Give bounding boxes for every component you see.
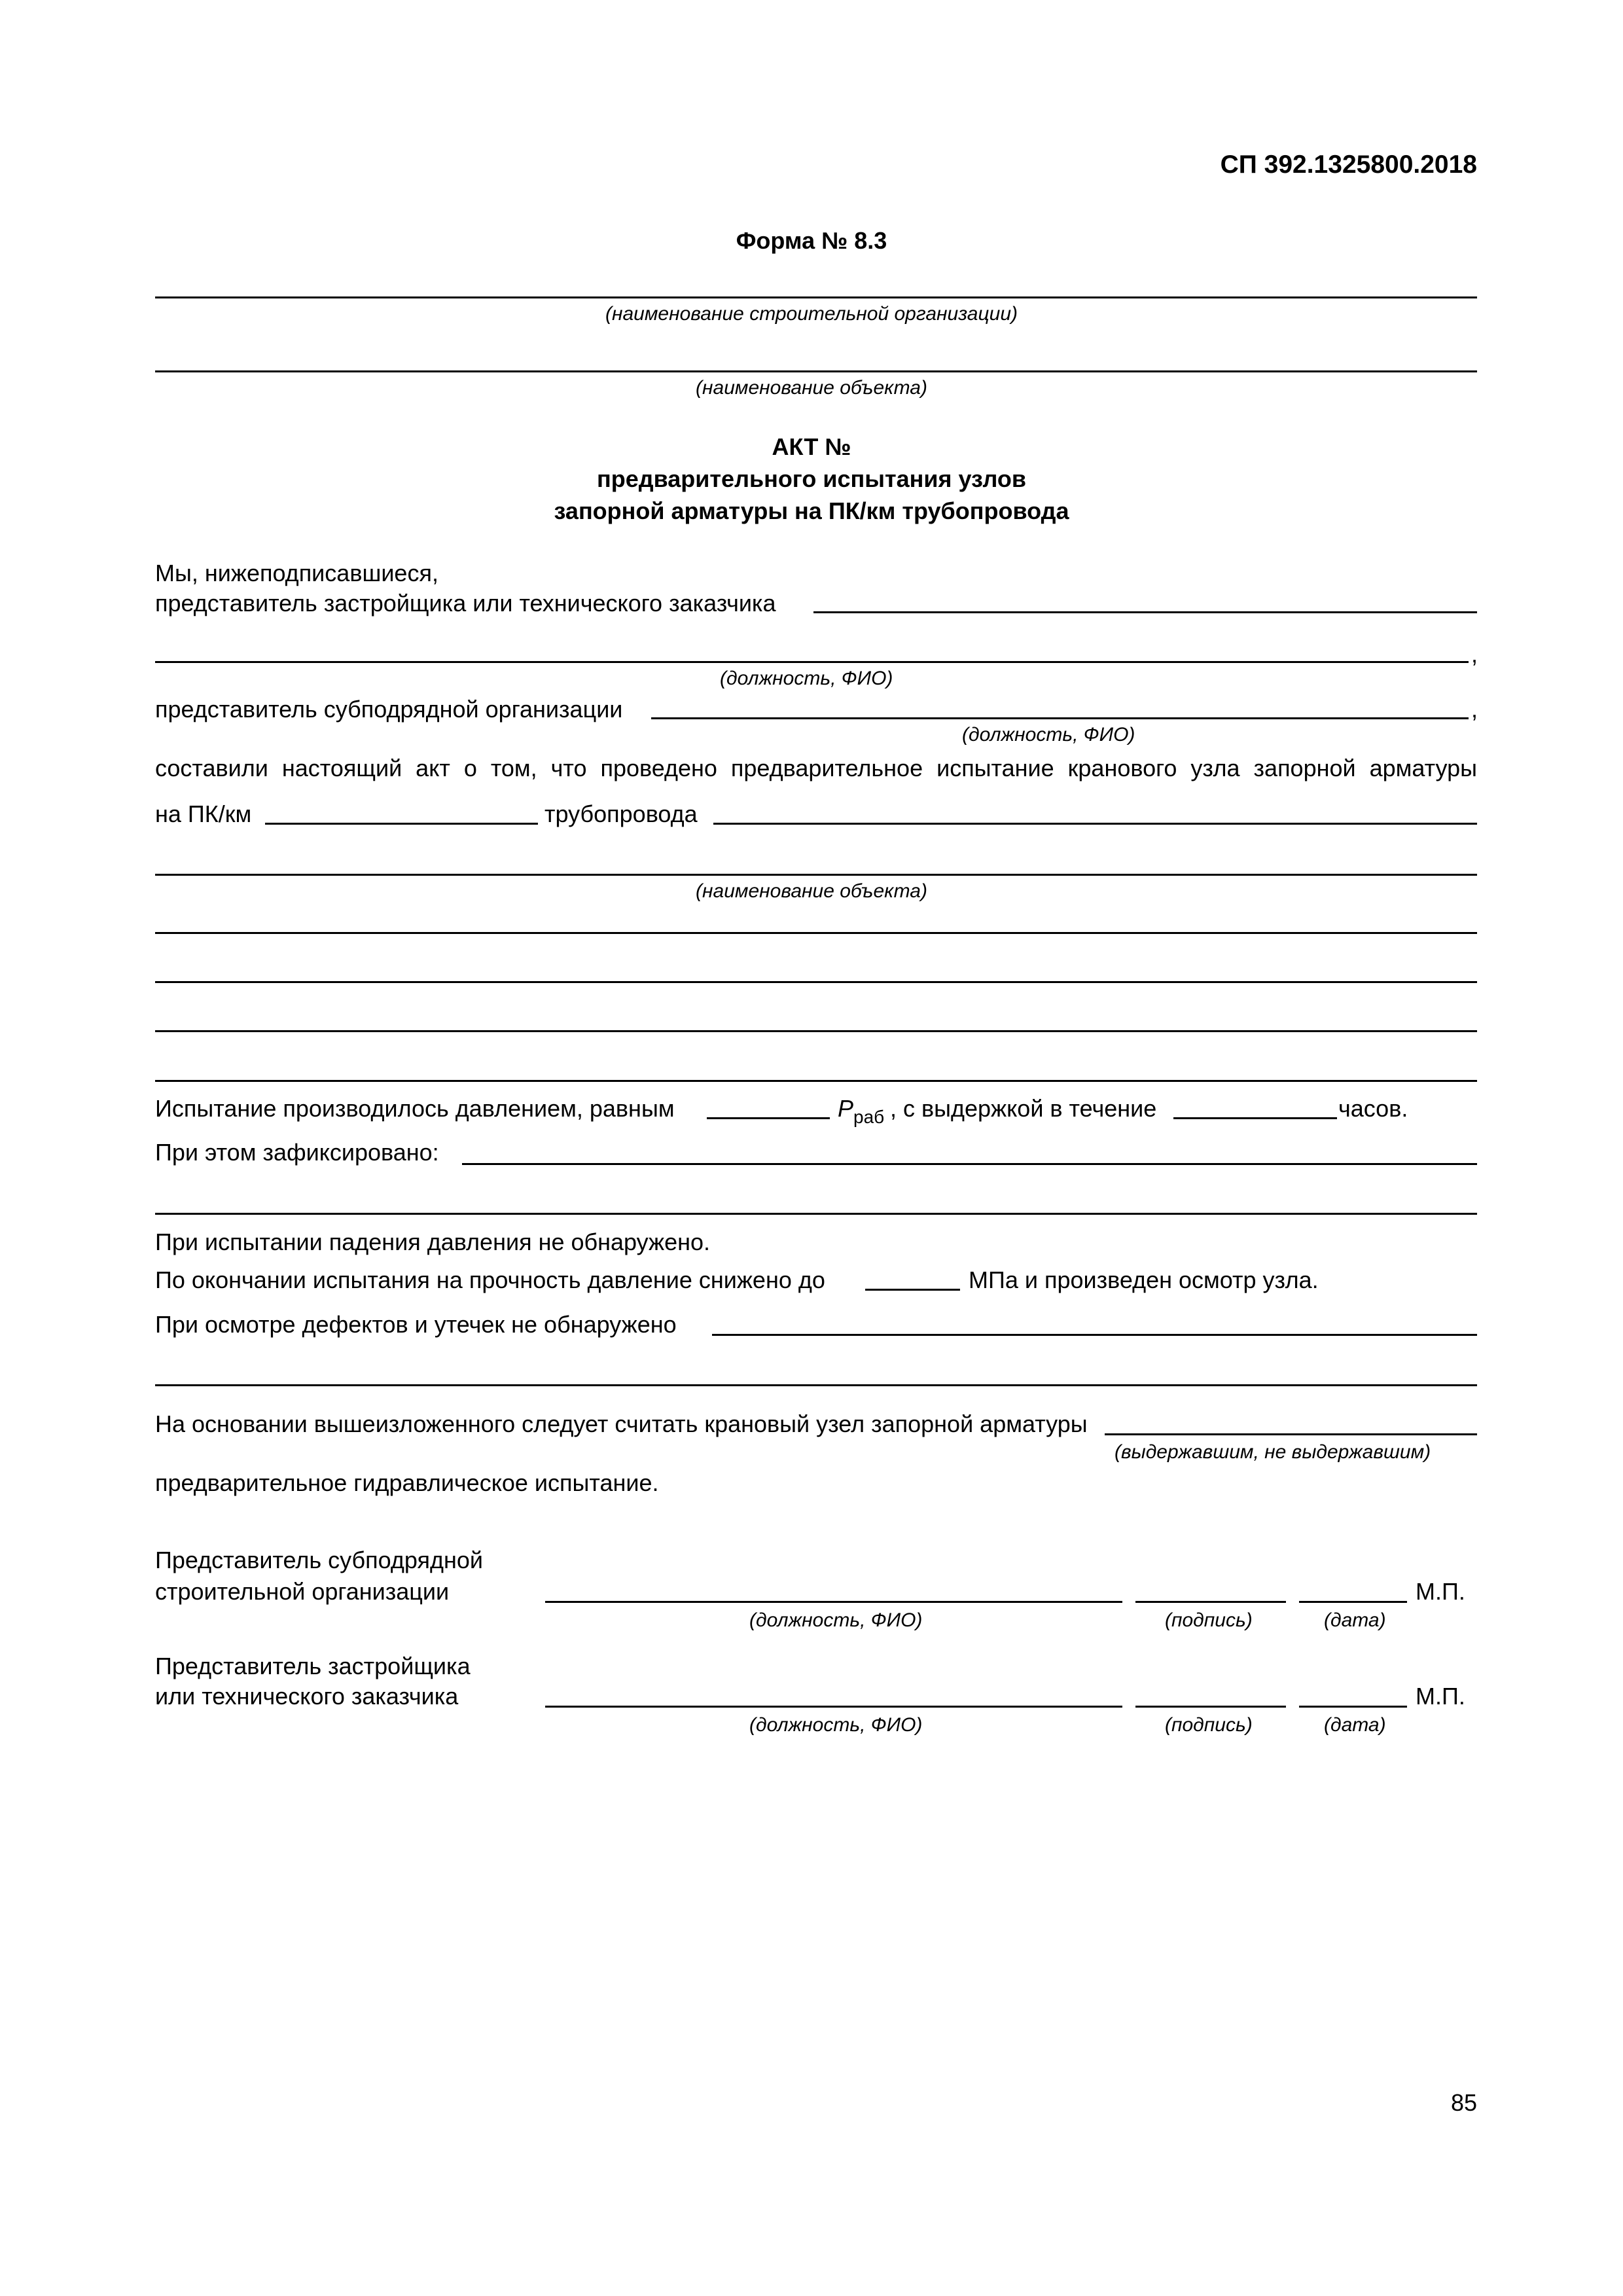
blank-line-2[interactable] — [155, 981, 1477, 983]
subcontractor-sign-label-2: строительной организации — [155, 1578, 450, 1605]
p-letter: P — [838, 1095, 854, 1122]
no-defects-field-2[interactable] — [155, 1384, 1477, 1386]
date-caption-1: (дата) — [1324, 1609, 1386, 1631]
developer-position-field[interactable] — [545, 1706, 1122, 1708]
form-number: Форма № 8.3 — [736, 227, 887, 254]
pipeline-field[interactable] — [713, 823, 1477, 825]
blank-line-1[interactable] — [155, 932, 1477, 934]
signature-caption-1: (подпись) — [1165, 1609, 1253, 1631]
developer-rep-field-2[interactable] — [155, 661, 1469, 663]
conclusion-field[interactable] — [1105, 1433, 1477, 1435]
recorded-field[interactable] — [462, 1163, 1477, 1165]
act-title: АКТ № — [772, 433, 851, 460]
organization-line[interactable] — [155, 296, 1477, 298]
pk-km-field[interactable] — [265, 823, 538, 825]
signature-caption-2: (подпись) — [1165, 1714, 1253, 1736]
pipeline-label: трубопровода — [544, 800, 698, 827]
subcontractor-date-field[interactable] — [1299, 1601, 1407, 1603]
p-work-symbol — [838, 1095, 885, 1127]
pressure-reduced-field[interactable] — [865, 1289, 960, 1291]
act-statement: составили настоящий акт о том, что проведено предварительное испытание кранового узла запорной арматуры — [155, 755, 1477, 781]
developer-rep-field[interactable] — [813, 611, 1477, 613]
recorded-label: При этом зафиксировано: — [155, 1139, 439, 1166]
passed-caption: (выдержавшим, не выдержавшим) — [1115, 1441, 1431, 1463]
subcontractor-rep-label: представитель субподрядной организации — [155, 696, 623, 723]
position-caption-3: (должность, ФИО) — [749, 1609, 923, 1631]
developer-sign-label-2: или технического заказчика — [155, 1683, 459, 1710]
object-caption-2: (наименование объекта) — [696, 880, 927, 902]
blank-line-3[interactable] — [155, 1030, 1477, 1032]
position-caption-1: (должность, ФИО) — [720, 668, 893, 689]
date-caption-2: (дата) — [1324, 1714, 1386, 1736]
object-line-2[interactable] — [155, 874, 1477, 876]
no-defects-label: При осмотре дефектов и утечек не обнаружено — [155, 1311, 677, 1338]
subcontractor-sign-label-1: Представитель субподрядной — [155, 1547, 484, 1573]
organization-caption: (наименование строительной организации) — [605, 303, 1018, 325]
conclusion-end: предварительное гидравлическое испытание. — [155, 1469, 659, 1496]
mpa-inspection-label: МПа и произведен осмотр узла. — [969, 1266, 1319, 1293]
no-pressure-drop: При испытании падения давления не обнаружено. — [155, 1229, 711, 1255]
position-caption-2: (должность, ФИО) — [962, 724, 1135, 745]
pk-km-label: на ПК/км — [155, 800, 252, 827]
pressure-reduced-label: По окончании испытания на прочность давление снижено до — [155, 1266, 825, 1293]
comma-1: , — [1471, 641, 1478, 668]
position-caption-4: (должность, ФИО) — [749, 1714, 923, 1736]
subcontractor-position-field[interactable] — [545, 1601, 1122, 1603]
we-undersigned: Мы, нижеподписавшиеся, — [155, 560, 438, 586]
page-number: 85 — [1450, 2089, 1477, 2116]
seal-label-1: М.П. — [1416, 1578, 1465, 1605]
recorded-field-2[interactable] — [155, 1213, 1477, 1215]
p-subscript: раб — [853, 1107, 885, 1127]
developer-sign-label-1: Представитель застройщика — [155, 1653, 471, 1679]
conclusion-label: На основании вышеизложенного следует считать крановый узел запорной арматуры — [155, 1410, 1088, 1437]
developer-rep-label: представитель застройщика или технического заказчика — [155, 590, 776, 617]
comma-2: , — [1471, 696, 1478, 723]
test-pressure-label: Испытание производилось давлением, равным — [155, 1095, 675, 1122]
developer-date-field[interactable] — [1299, 1706, 1407, 1708]
object-caption-top: (наименование объекта) — [696, 377, 927, 399]
object-line-top[interactable] — [155, 370, 1477, 372]
seal-label-2: М.П. — [1416, 1683, 1465, 1710]
subcontractor-signature-field[interactable] — [1135, 1601, 1286, 1603]
standard-code: СП 392.1325800.2018 — [1220, 151, 1477, 179]
act-subtitle-1: предварительного испытания узлов — [597, 465, 1026, 492]
hold-during-field[interactable] — [1173, 1117, 1337, 1119]
no-defects-field[interactable] — [712, 1334, 1477, 1336]
subcontractor-rep-field[interactable] — [651, 717, 1469, 719]
developer-signature-field[interactable] — [1135, 1706, 1286, 1708]
blank-line-4[interactable] — [155, 1080, 1477, 1082]
hours-label: часов. — [1338, 1095, 1408, 1122]
act-subtitle-2: запорной арматуры на ПК/км трубопровода — [554, 497, 1069, 524]
hold-during-label: , с выдержкой в течение — [890, 1095, 1157, 1122]
test-pressure-field[interactable] — [707, 1117, 830, 1119]
